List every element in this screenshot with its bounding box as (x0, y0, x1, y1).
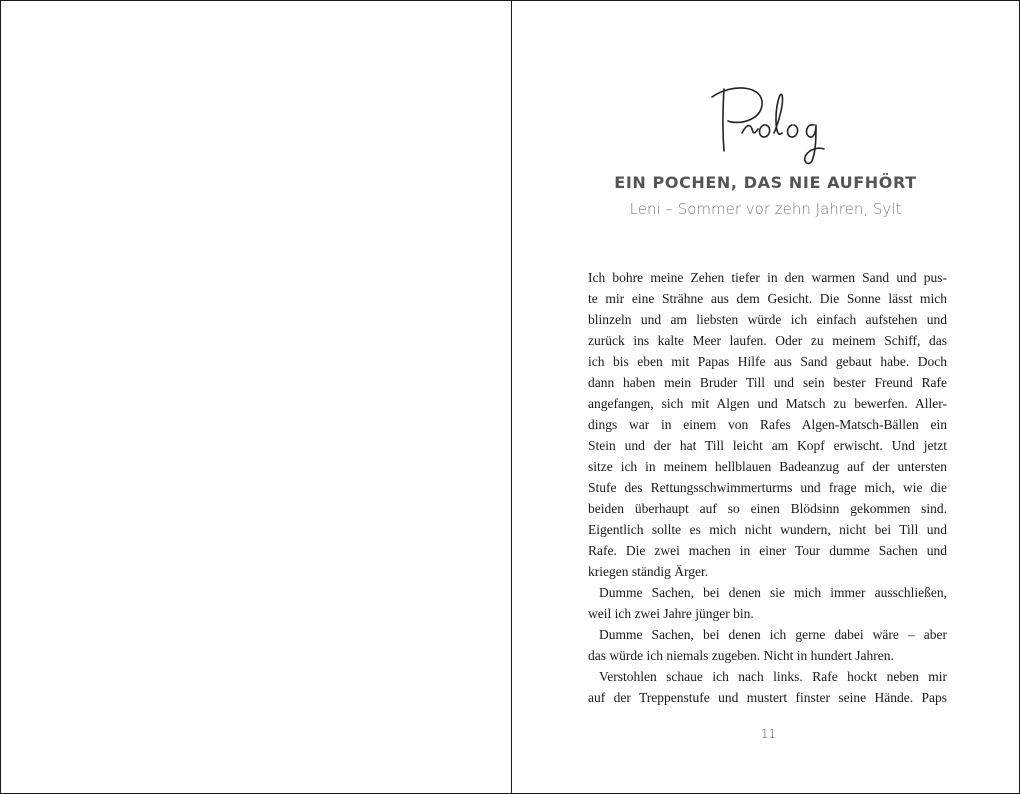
body-line: Stein und der hat Till leicht am Kopf erwischt. Und jetzt (588, 438, 947, 453)
body-line: dings war in einem von Rafes Algen-Matsch-Bällen ein (588, 417, 947, 432)
body-line: sitze ich in meinem hellblauen Badeanzug auf der untersten (588, 459, 947, 474)
body-line: Rafe. Die zwei machen in einer Tour dumme Sachen und (588, 543, 947, 558)
page-number: 11 (760, 727, 777, 741)
left-page-blank (1, 1, 511, 793)
right-page (512, 1, 1019, 793)
body-line: zurück ins kalte Meer laufen. Oder zu meinem Schiff, das (588, 333, 947, 348)
script-title-prolog-lettering (702, 75, 842, 171)
body-line: weil ich zwei Jahre jünger bin. (588, 606, 754, 621)
body-line: Dumme Sachen, bei denen sie mich immer ausschließen, (599, 585, 947, 600)
body-line: das würde ich niemals zugeben. Nicht in hundert Jahren. (588, 648, 894, 663)
body-line: Eigentlich sollte es mich nicht wundern, nicht bei Till und (588, 522, 947, 537)
chapter-subheading: Leni – Sommer vor zehn Jahren, Sylt (629, 200, 902, 218)
body-line: dann haben mein Bruder Till und sein bester Freund Rafe (588, 375, 947, 390)
body-line: te mir eine Strähne aus dem Gesicht. Die Sonne lässt mich (588, 291, 947, 306)
body-line: Dumme Sachen, bei denen ich gerne dabei wäre – aber (599, 627, 947, 642)
body-line: Verstohlen schaue ich nach links. Rafe hockt neben mir (599, 669, 947, 684)
body-line: ich bis eben mit Papas Hilfe aus Sand gebaut habe. Doch (588, 354, 947, 369)
body-line: Stufe des Rettungsschwimmerturms und frage mich, wie die (588, 480, 947, 495)
body-line: kriegen ständig Ärger. (588, 564, 709, 579)
body-line: Ich bohre meine Zehen tiefer in den warmen Sand und pus- (588, 270, 947, 285)
chapter-heading: EIN POCHEN, DAS NIE AUFHÖRT (614, 173, 917, 192)
body-text (588, 267, 947, 708)
body-line: auf der Treppenstufe und mustert finster seine Hände. Paps (588, 690, 947, 705)
body-line: blinzeln und am liebsten würde ich einfach aufstehen und (588, 312, 947, 327)
body-line: beiden überhaupt auf so einen Blödsinn gekommen sind. (588, 501, 947, 516)
body-line: angefangen, sich mit Algen und Matsch zu bewerfen. Aller- (588, 396, 947, 411)
